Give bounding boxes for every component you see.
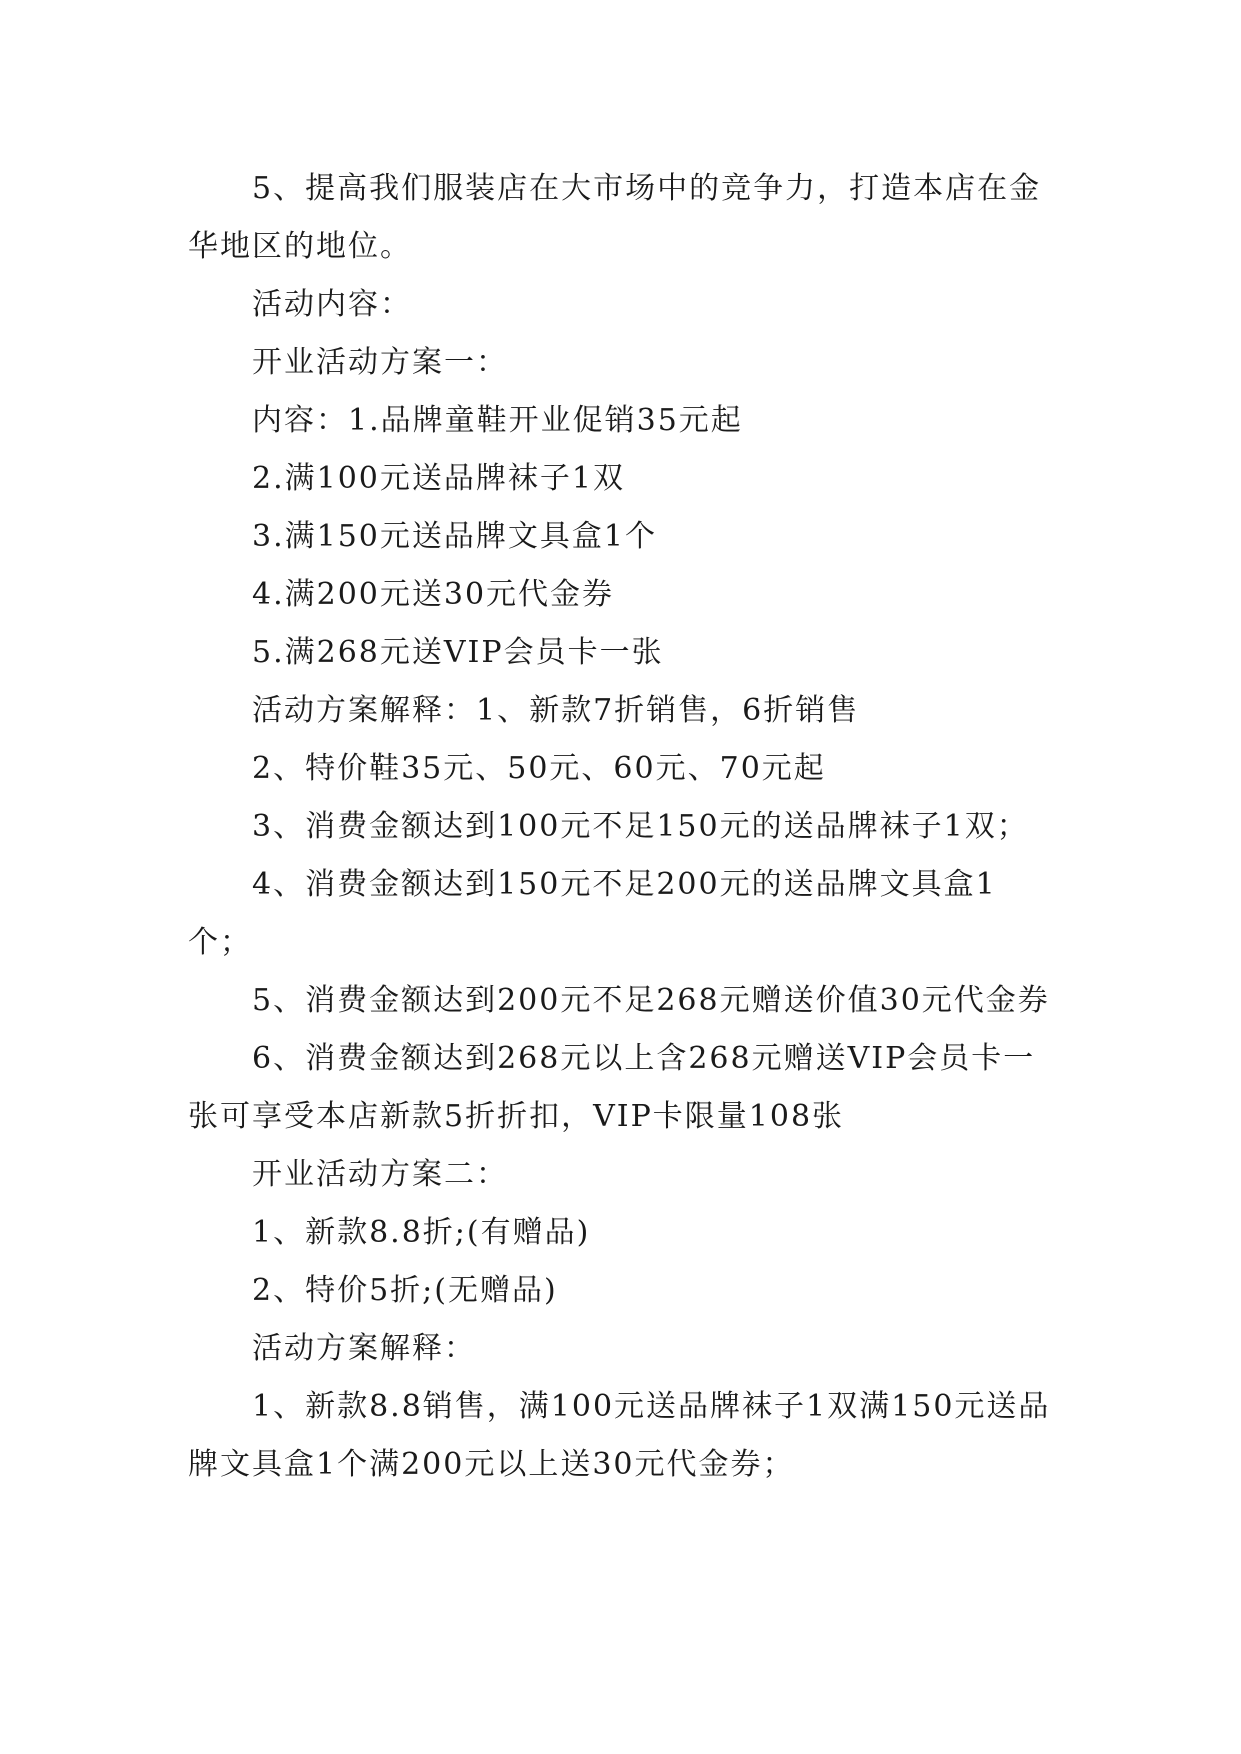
paragraph: 4、消费金额达到150元不足200元的送品牌文具盒1个； xyxy=(188,867,997,960)
paragraph: 2.满100元送品牌袜子1双 xyxy=(252,461,625,496)
paragraph: 开业活动方案二： xyxy=(252,1157,508,1192)
paragraph: 活动方案解释：1、新款7折销售，6折销售 xyxy=(252,693,860,728)
paragraph: 2、特价鞋35元、50元、60元、70元起 xyxy=(252,751,826,786)
paragraph: 1、新款8.8折;(有赠品) xyxy=(252,1215,591,1250)
paragraph: 5、消费金额达到200元不足268元赠送价值30元代金券 xyxy=(252,983,1050,1018)
paragraph: 6、消费金额达到268元以上含268元赠送VIP会员卡一张可享受本店新款5折折扣，VIP卡限量108张 xyxy=(188,1041,1036,1134)
paragraph: 活动方案解释： xyxy=(252,1331,476,1366)
paragraph: 3、消费金额达到100元不足150元的送品牌袜子1双； xyxy=(252,809,1029,844)
document-body xyxy=(188,160,1058,1494)
paragraph: 3.满150元送品牌文具盒1个 xyxy=(252,519,657,554)
paragraph: 5、提高我们服装店在大市场中的竞争力，打造本店在金华地区的地位。 xyxy=(188,171,1042,264)
paragraph: 2、特价5折;(无赠品) xyxy=(252,1273,558,1308)
paragraph: 活动内容： xyxy=(252,287,412,322)
paragraph: 内容：1.品牌童鞋开业促销35元起 xyxy=(252,403,743,438)
paragraph: 5.满268元送VIP会员卡一张 xyxy=(252,635,664,670)
paragraph: 4.满200元送30元代金券 xyxy=(252,577,615,612)
paragraph: 开业活动方案一： xyxy=(252,345,508,380)
paragraph: 1、新款8.8销售，满100元送品牌袜子1双满150元送品牌文具盒1个满200元以上送30元代金券； xyxy=(188,1389,1051,1482)
